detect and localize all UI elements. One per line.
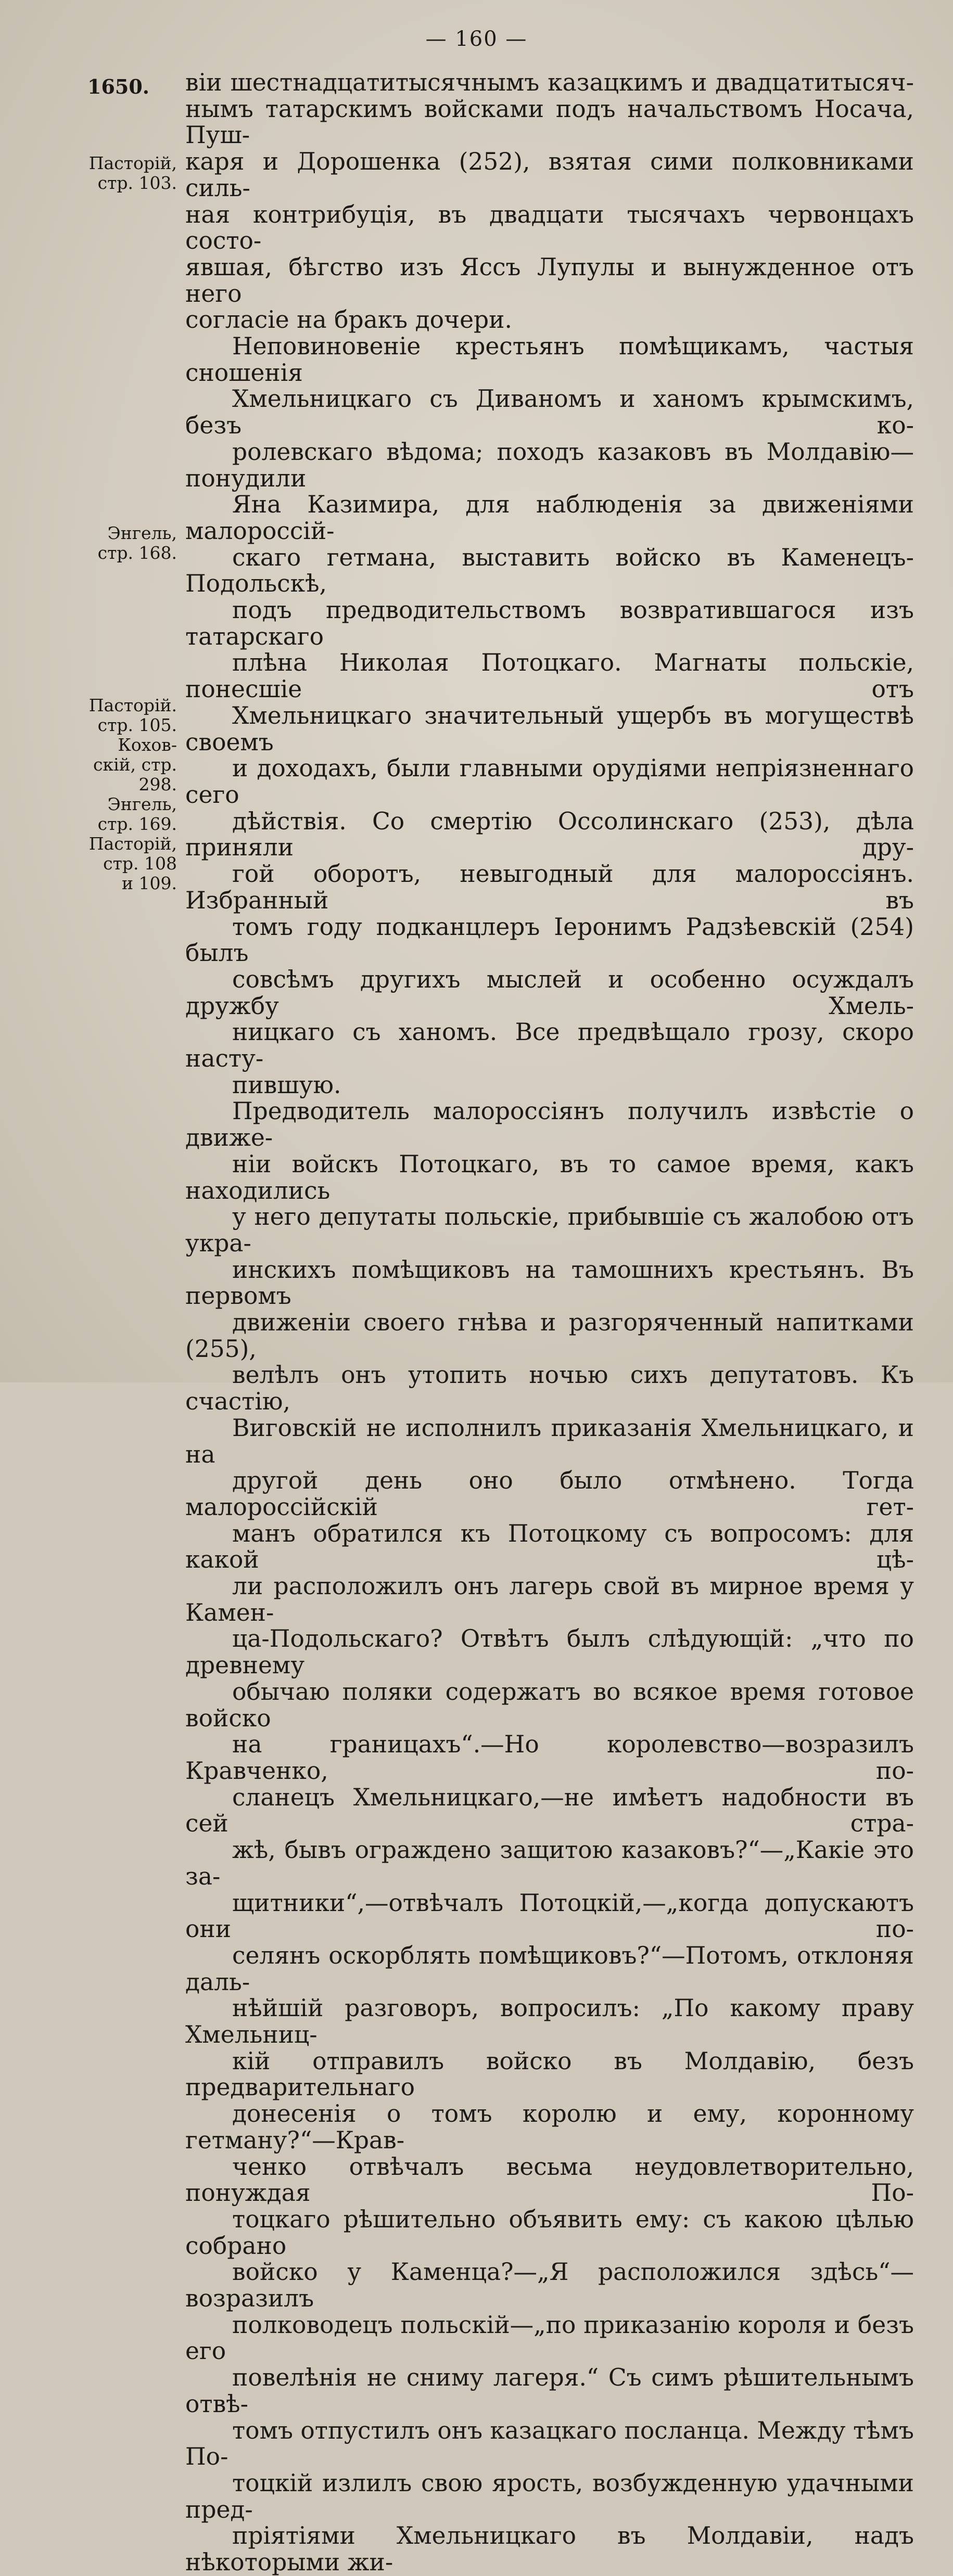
margin-year: 1650. — [87, 75, 149, 98]
text-line: велѣлъ онъ утопить ночью сихъ депутатовъ. Къ счастію, — [185, 1361, 914, 1416]
text-line: каря и Дорошенка (252), взятая сими полковниками силь- — [185, 148, 914, 202]
text-line: томъ отпустилъ онъ казацкаго посланца. Между тѣмъ По- — [185, 2416, 914, 2471]
text-line: Хмельницкаго значительный ущербъ въ могуществѣ своемъ — [185, 701, 914, 756]
text-line: ролевскаго вѣдома; походъ казаковъ въ Молдавію—понудили — [185, 438, 914, 492]
margin-note-references: Пасторій. стр. 105. Кохов- скій, стр. 298. Энгель, стр. 169. Пасторій, стр. 108 и 109. — [88, 695, 177, 893]
text-line: на границахъ“.—Но королевство—возразилъ Кравченко, по- — [185, 1731, 914, 1785]
text-line: манъ обратился къ Потоцкому съ вопросомъ: для какой цѣ- — [185, 1519, 914, 1574]
text-line: щитники“,—отвѣчалъ Потоцкій,—„когда допускаютъ они по- — [185, 1889, 914, 1943]
text-line: тоцкій излилъ свою ярость, возбужденную удачными пред- — [185, 2469, 914, 2523]
text-line: нѣйшій разговоръ, вопросилъ: „По какому праву Хмельниц- — [185, 1994, 914, 2049]
text-line: ницкаго съ ханомъ. Все предвѣщало грозу, скоро насту- — [185, 1018, 914, 1073]
text-line: пріятіями Хмельницкаго въ Молдавіи, надъ нѣкоторыми жи- — [185, 2522, 914, 2576]
margin-note-pastorius-103: Пасторій, стр. 103. — [88, 153, 177, 193]
text-line: полководецъ польскій—„по приказанію короля и безъ его — [185, 2311, 914, 2365]
text-line: инскихъ помѣщиковъ на тамошнихъ крестьянъ. Въ первомъ — [185, 1255, 914, 1310]
text-line: ніи войскъ Потоцкаго, въ то самое время, какъ находились — [185, 1150, 914, 1204]
paragraph-3 — [185, 1098, 914, 2575]
text-line: обычаю поляки содержатъ во всякое время готовое войско — [185, 1677, 914, 1732]
text-line: другой день оно было отмѣнено. Тогда малороссійскій гет- — [185, 1467, 914, 1521]
text-line: пившую. — [232, 1071, 341, 1099]
paragraph-1 — [185, 70, 914, 334]
text-line: плѣна Николая Потоцкаго. Магнаты польскіе, понесшіе отъ — [185, 649, 914, 703]
text-line: повелѣнія не сниму лагеря.“ Съ симъ рѣшительнымъ отвѣ- — [185, 2364, 914, 2418]
text-line: донесенія о томъ королю и ему, коронному гетману?“—Крав- — [185, 2100, 914, 2154]
text-line: дѣйствія. Со смертію Оссолинскаго (253), дѣла приняли дру- — [185, 807, 914, 862]
text-line: Виговскій не исполнилъ приказанія Хмельницкаго, и на — [185, 1414, 914, 1468]
text-line: скаго гетмана, выставить войско въ Каменецъ-Подольскѣ, — [185, 543, 914, 598]
text-line: совсѣмъ другихъ мыслей и особенно осуждалъ дружбу Хмель- — [185, 965, 914, 1020]
text-line: явшая, бѣгство изъ Яссъ Лупулы и вынужденное отъ него — [185, 253, 914, 307]
text-line: движеніи своего гнѣва и разгоряченный напитками (255), — [185, 1309, 914, 1363]
text-line: жѣ, бывъ ограждено защитою казаковъ?“—„Какіе это за- — [185, 1836, 914, 1890]
text-line: согласіе на бракъ дочери. — [185, 306, 512, 334]
text-line: подъ предводительствомъ возвратившагося изъ татарскаго — [185, 596, 914, 650]
text-line: ная контрибуція, въ двадцати тысячахъ червонцахъ состо- — [185, 200, 914, 255]
text-line: кій отправилъ войско въ Молдавію, безъ предварительнаго — [185, 2047, 914, 2101]
text-line: Яна Казимира, для наблюденія за движеніями малороссій- — [185, 491, 914, 545]
text-line: у него депутаты польскіе, прибывшіе съ жалобою отъ укра- — [185, 1203, 914, 1257]
text-line: Предводитель малороссіянъ получилъ извѣстіе о движе- — [185, 1097, 914, 1152]
margin-note-engel-168: Энгель, стр. 168. — [97, 523, 177, 563]
paragraph-2 — [185, 334, 914, 1098]
text-line: ли расположилъ онъ лагерь свой въ мирное время у Камен- — [185, 1572, 914, 1626]
text-line: и доходахъ, были главными орудіями непріязненнаго сего — [185, 754, 914, 809]
text-line: войско у Каменца?—„Я расположился здѣсь“—возразилъ — [185, 2258, 914, 2313]
text-line: Неповиновеніе крестьянъ помѣщикамъ, частыя сношенія — [185, 332, 914, 387]
text-line: нымъ татарскимъ войсками подъ начальствомъ Носача, Пуш- — [185, 95, 914, 149]
text-line: селянъ оскорблять помѣщиковъ?“—Потомъ, отклоняя даль- — [185, 1941, 914, 1996]
text-line: ченко отвѣчалъ весьма неудовлетворительно, понуждая По- — [185, 2152, 914, 2207]
page-number: — 160 — — [425, 27, 528, 51]
text-line: Хмельницкаго съ Диваномъ и ханомъ крымскимъ, безъ ко- — [185, 385, 914, 440]
text-line: томъ году подканцлеръ Іеронимъ Радзѣевскій (254) былъ — [185, 913, 914, 967]
body-text — [185, 70, 914, 2576]
text-line: тоцкаго рѣшительно объявить ему: съ какою цѣлью собрано — [185, 2205, 914, 2260]
text-line: ца-Подольскаго? Отвѣтъ былъ слѣдующій: „что по древнему — [185, 1625, 914, 1680]
text-line: сланецъ Хмельницкаго,—не имѣетъ надобности въ сей стра- — [185, 1783, 914, 1838]
text-line: віи шестнадцатитысячнымъ казацкимъ и двадцатитысяч- — [185, 69, 914, 96]
text-line: гой оборотъ, невыгодный для малороссіянъ. Избранный въ — [185, 860, 914, 914]
